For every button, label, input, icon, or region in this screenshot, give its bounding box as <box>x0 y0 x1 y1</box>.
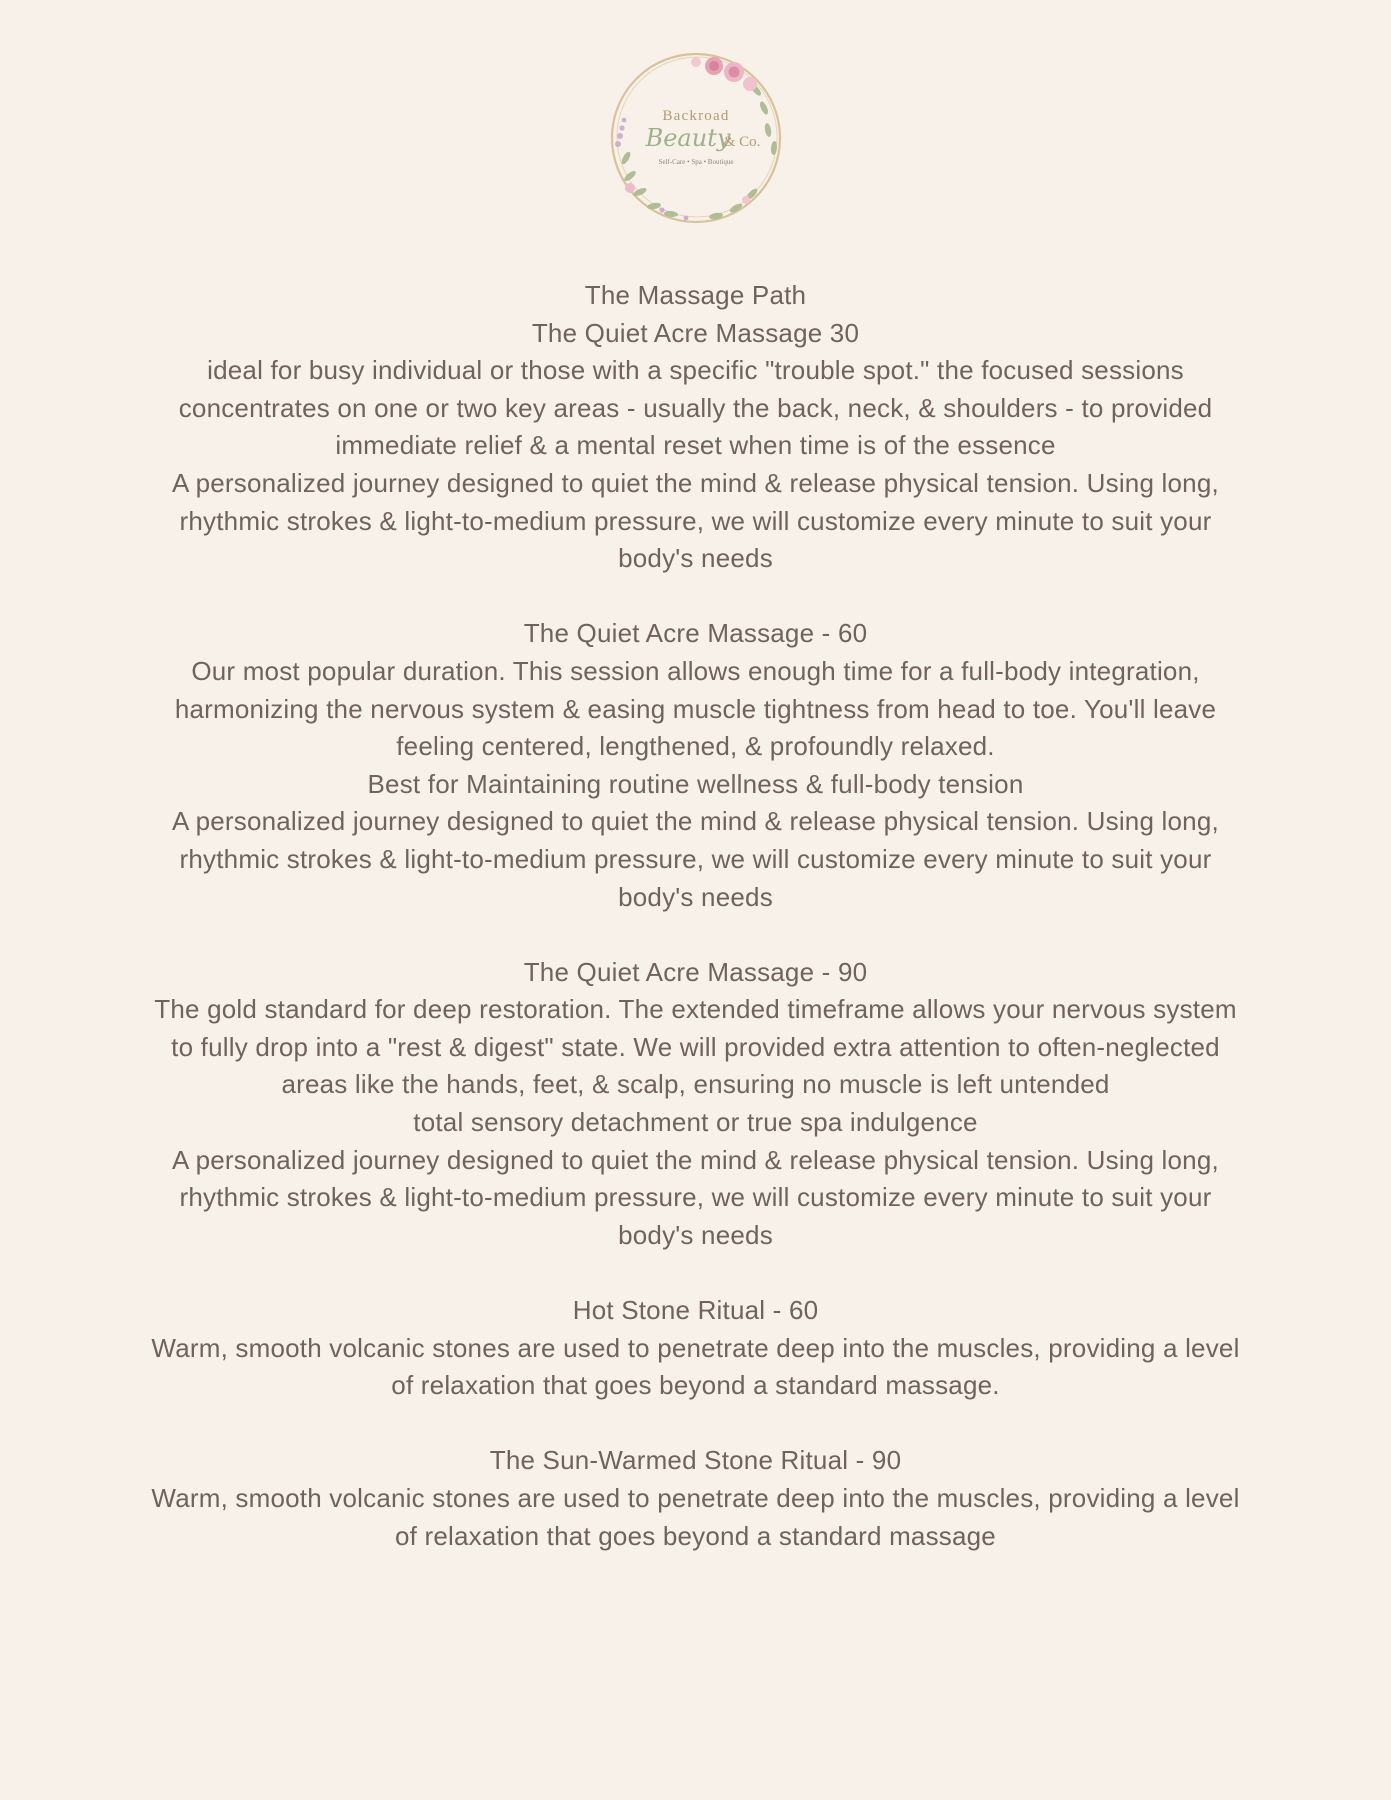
service-description: Warm, smooth volcanic stones are used to penetrate deep into the muscles, providing a level of relaxation that goes beyond a standard massage <box>151 1483 1240 1551</box>
service-title: The Quiet Acre Massage - 90 <box>523 956 868 987</box>
service-hot-stone-60 <box>145 1292 1246 1405</box>
service-description: The gold standard for deep restoration. The extended timeframe allows your nervous system to fully drop into a "rest & digest" state. We will provided extra attention to often-neglected areas like the hands, feet, & scalp, ensuring no muscle is left untended <box>154 994 1237 1100</box>
service-description: ideal for busy individual or those with a specific "trouble spot." the focused sessions concentrates on one or two key areas - usually the back, neck, & shoulders - to provided immediate relief & a mental reset when time is of the essence <box>178 355 1213 461</box>
section-spacer <box>145 1405 1246 1443</box>
service-title: The Quiet Acre Massage 30 <box>531 317 860 348</box>
service-journey: A personalized journey designed to quiet the mind & release physical tension. Using long, rhythmic strokes & light-to-medium pressure, we will customize every minute to suit your body's needs <box>172 806 1219 912</box>
service-description: Warm, smooth volcanic stones are used to penetrate deep into the muscles, providing a level of relaxation that goes beyond a standard massage. <box>151 1332 1240 1401</box>
page-heading: The Massage Path <box>584 280 807 310</box>
brand-logo <box>596 38 796 238</box>
service-quiet-acre-90 <box>145 954 1246 1255</box>
service-title: The Sun-Warmed Stone Ritual - 90 <box>489 1445 902 1476</box>
service-quiet-acre-30 <box>145 315 1246 578</box>
service-title: Hot Stone Ritual - 60 <box>572 1295 819 1326</box>
section-spacer <box>145 916 1246 954</box>
services-content <box>145 277 1246 1555</box>
brand-suffix-text: & Co. <box>723 134 761 150</box>
service-best-for: Best for Maintaining routine wellness & full-body tension <box>367 768 1024 799</box>
section-spacer <box>145 1254 1246 1292</box>
brand-tagline-text: Self-Care • Spa • Boutique <box>658 158 734 166</box>
service-sun-warmed-stone-90 <box>145 1442 1246 1555</box>
section-spacer <box>145 578 1246 616</box>
service-title: The Quiet Acre Massage - 60 <box>523 618 868 649</box>
service-best-for: total sensory detachment or true spa indulgence <box>413 1107 978 1138</box>
service-quiet-acre-60 <box>145 615 1246 916</box>
brand-script-text: Beauty <box>645 124 731 152</box>
service-description: Our most popular duration. This session allows enough time for a full-body integration, harmonizing the nervous system & easing muscle tightness from head to toe. You'll leave feeling centered, lengthened, & profoundly relaxed. <box>174 655 1217 762</box>
service-journey: A personalized journey designed to quiet the mind & release physical tension. Using long, rhythmic strokes & light-to-medium pressure, we will customize every minute to suit your body's needs <box>172 1144 1219 1250</box>
brand-name-text: Backroad <box>662 108 730 124</box>
service-journey: A personalized journey designed to quiet the mind & release physical tension. Using long, rhythmic strokes & light-to-medium pressure, we will customize every minute to suit your body's needs <box>172 467 1219 574</box>
floral-wreath-logo-icon <box>596 38 796 238</box>
